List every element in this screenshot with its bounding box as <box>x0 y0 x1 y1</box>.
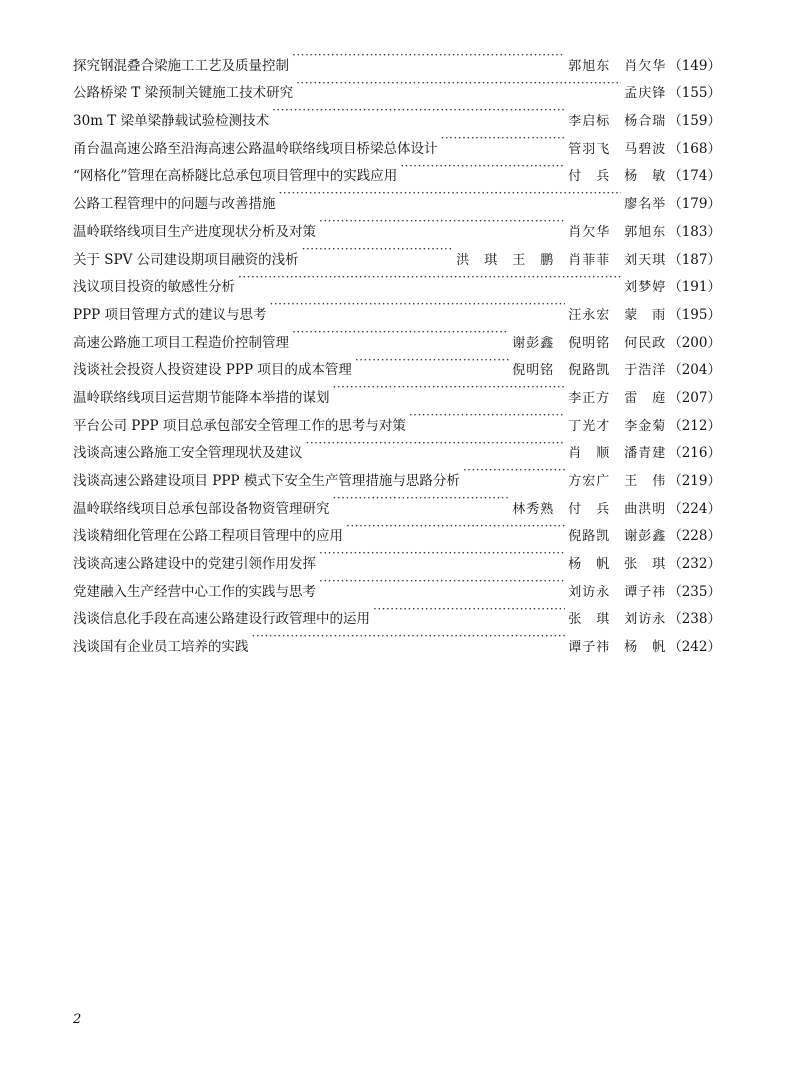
entry-title: 浅谈国有企业员工培养的实践 <box>73 639 249 656</box>
entry-page: （204） <box>668 362 721 379</box>
dot-leader <box>355 347 509 375</box>
entry-authors: 刘访永 谭子祎 <box>568 584 667 600</box>
entry-authors: 肖欠华 郭旭东 <box>568 224 667 240</box>
entry-authors: 丁光才 李金菊 <box>568 418 667 434</box>
entry-page: （238） <box>668 611 721 628</box>
dot-leader <box>252 623 566 651</box>
entry-page: （207） <box>668 389 721 406</box>
dot-leader <box>346 513 565 541</box>
entry-title: 平台公司 PPP 项目总承包部安全管理工作的思考与对策 <box>73 417 406 434</box>
entry-authors: 洪 琪 王 鹏 肖菲菲 刘天琪 <box>456 252 667 268</box>
entry-authors: 李正方 雷 庭 <box>568 390 667 406</box>
entry-title: 浅谈高速公路建设项目 PPP 模式下安全生产管理措施与思路分析 <box>73 473 460 489</box>
entry-title: 浅谈社会投资人投资建设 PPP 项目的成本管理 <box>73 362 352 379</box>
entry-authors: 林秀熟 付 兵 曲洪明 <box>512 501 667 517</box>
entry-authors: 倪明铭 倪路凯 于浩洋 <box>512 363 667 379</box>
entry-page: （187） <box>668 251 721 268</box>
dot-leader <box>463 457 565 485</box>
entry-authors: 刘梦婷 <box>624 280 667 296</box>
entry-authors: 李启标 杨合瑞 <box>568 114 667 130</box>
entry-page: （191） <box>668 279 721 296</box>
entry-page: （224） <box>668 500 721 517</box>
entry-title: 高速公路施工项目工程造价控制管理 <box>73 334 289 351</box>
dot-leader <box>302 236 454 264</box>
entry-title: 关于 SPV 公司建设期项目融资的浅析 <box>73 251 299 268</box>
dot-leader <box>333 485 510 513</box>
entry-page: （235） <box>668 583 721 600</box>
entry-authors: 孟庆锋 <box>624 86 667 102</box>
entry-page: （195） <box>668 306 721 323</box>
entry-authors: 倪路凯 谢彭鑫 <box>568 529 667 545</box>
entry-page: （149） <box>668 57 721 74</box>
dot-leader <box>319 568 565 596</box>
entry-page: （179） <box>668 196 721 213</box>
table-of-contents <box>73 42 721 656</box>
entry-authors: 付 兵 杨 敏 <box>568 169 667 185</box>
dot-leader <box>272 97 565 125</box>
entry-page: （242） <box>668 639 721 656</box>
entry-title: 温岭联络线项目总承包部设备物资管理研究 <box>73 500 330 517</box>
dot-leader <box>400 153 565 181</box>
dot-leader <box>296 70 621 98</box>
entry-page: （232） <box>668 556 721 573</box>
dot-leader <box>238 264 621 292</box>
entry-authors: 郭旭东 肖欠华 <box>568 58 667 74</box>
entry-title: “网格化”管理在高桥隧比总承包项目管理中的实践应用 <box>73 168 398 185</box>
entry-title: 浅议项目投资的敏感性分析 <box>73 279 235 296</box>
entry-page: （219） <box>668 473 721 489</box>
entry-page: （155） <box>668 85 721 102</box>
entry-authors: 杨 帆 张 琪 <box>568 557 667 573</box>
dot-leader <box>319 208 565 236</box>
dot-leader <box>306 430 566 458</box>
entry-title: 探究钢混叠合梁施工工艺及质量控制 <box>73 57 289 74</box>
dot-leader <box>409 402 565 430</box>
dot-leader <box>279 180 622 208</box>
entry-title: PPP 项目管理方式的建议与思考 <box>73 306 267 323</box>
entry-title: 浅谈高速公路建设中的党建引领作用发挥 <box>73 556 316 573</box>
entry-page: （216） <box>668 445 721 462</box>
entry-page: （200） <box>668 334 721 351</box>
toc-entry[interactable] <box>73 42 721 74</box>
entry-title: 公路工程管理中的问题与改善措施 <box>73 196 276 213</box>
page-number: 2 <box>73 1012 82 1027</box>
dot-leader <box>333 374 566 402</box>
entry-authors: 谢彭鑫 倪明铭 何民政 <box>512 335 667 351</box>
entry-authors: 汪永宏 蒙 雨 <box>568 307 667 323</box>
entry-authors: 谭子祎 杨 帆 <box>568 640 667 656</box>
entry-authors: 方宏广 王 伟 <box>568 474 667 489</box>
dot-leader <box>319 540 565 568</box>
dot-leader <box>270 291 566 319</box>
entry-authors: 张 琪 刘访永 <box>568 612 667 628</box>
entry-title: 浅谈信息化手段在高速公路建设行政管理中的运用 <box>73 611 370 628</box>
dot-leader <box>292 42 565 70</box>
dot-leader <box>292 319 509 347</box>
entry-authors: 肖 顺 潘青建 <box>568 446 667 462</box>
entry-page: （168） <box>668 140 721 157</box>
entry-title: 30m T 梁单梁静载试验检测技术 <box>73 113 270 130</box>
entry-title: 党建融入生产经营中心工作的实践与思考 <box>73 583 316 600</box>
entry-title: 浅谈精细化管理在公路工程项目管理中的应用 <box>73 528 343 545</box>
dot-leader <box>373 596 565 624</box>
entry-title: 温岭联络线项目运营期节能降本举措的谋划 <box>73 389 330 406</box>
entry-page: （228） <box>668 528 721 545</box>
entry-page: （174） <box>668 168 721 185</box>
dot-leader <box>441 125 566 153</box>
entry-title: 浅谈高速公路施工安全管理现状及建议 <box>73 445 303 462</box>
entry-page: （159） <box>668 113 721 130</box>
entry-title: 公路桥梁 T 梁预制关键施工技术研究 <box>73 85 294 102</box>
entry-authors: 廖名举 <box>624 197 667 213</box>
entry-title: 温岭联络线项目生产进度现状分析及对策 <box>73 223 316 240</box>
entry-title: 甬台温高速公路至沿海高速公路温岭联络线项目桥梁总体设计 <box>73 140 438 157</box>
entry-page: （212） <box>668 417 721 434</box>
entry-page: （183） <box>668 223 721 240</box>
entry-authors: 管羽飞 马碧波 <box>568 141 667 157</box>
